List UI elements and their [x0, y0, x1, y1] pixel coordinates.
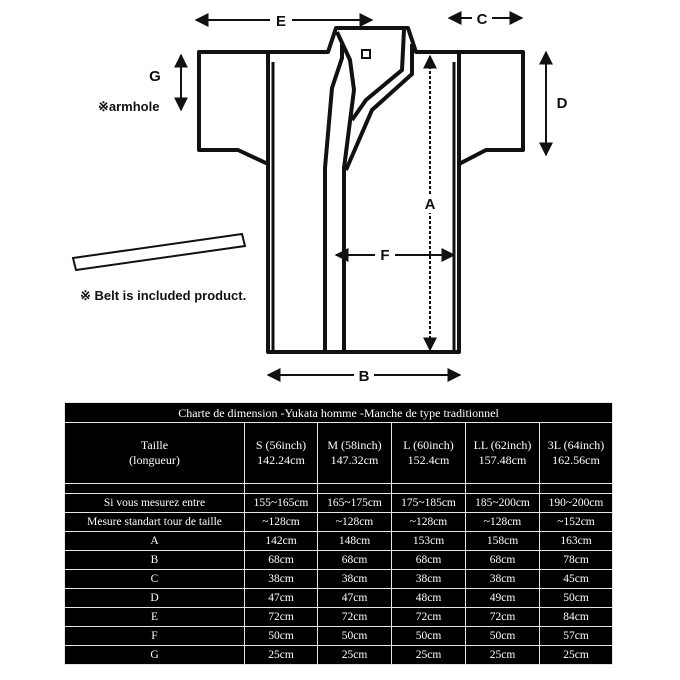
size-table [64, 402, 613, 665]
label-f: F [380, 247, 390, 264]
table-row: Si vous mesurez entre 155~165cm 165~175cm 175~185cm 185~200cm 190~200cm [65, 494, 613, 513]
label-g: G [149, 68, 161, 85]
yukata-outline [199, 28, 523, 352]
label-a: A [424, 196, 436, 213]
table-row: E 72cm 72cm 72cm 72cm 84cm [65, 608, 613, 627]
header-size-label: Taille (longueur) [65, 423, 245, 484]
table-row: C 38cm 38cm 38cm 38cm 45cm [65, 570, 613, 589]
table-spacer [65, 484, 613, 494]
table-row: Mesure standart tour de taille ~128cm ~128cm ~128cm ~128cm ~152cm [65, 513, 613, 532]
table-row: B 68cm 68cm 68cm 68cm 78cm [65, 551, 613, 570]
table-row: A 142cm 148cm 153cm 158cm 163cm [65, 532, 613, 551]
table-header-row [65, 423, 613, 484]
belt-note: ※ Belt is included product. [80, 288, 247, 303]
label-c: C [476, 11, 488, 28]
table-rows [65, 494, 613, 665]
label-d: D [556, 95, 568, 112]
header-size-s: S (56inch) 142.24cm [245, 423, 318, 484]
label-b: B [358, 368, 370, 385]
label-e: E [275, 13, 287, 30]
header-size-m: M (58inch) 147.32cm [318, 423, 392, 484]
table-title-row [65, 403, 613, 423]
table-title: Charte de dimension -Yukata homme -Manche de type traditionnel [65, 403, 613, 423]
armhole-note: ※armhole [98, 99, 160, 114]
table-row: G 25cm 25cm 25cm 25cm 25cm [65, 646, 613, 665]
belt-illustration [73, 234, 245, 270]
size-chart [64, 402, 612, 665]
header-size-l: L (60inch) 152.4cm [392, 423, 466, 484]
header-size-ll: LL (62inch) 157.48cm [466, 423, 540, 484]
table-row: F 50cm 50cm 50cm 50cm 57cm [65, 627, 613, 646]
header-size-3l: 3L (64inch) 162.56cm [540, 423, 613, 484]
table-row: D 47cm 47cm 48cm 49cm 50cm [65, 589, 613, 608]
collar-tag [362, 50, 370, 58]
